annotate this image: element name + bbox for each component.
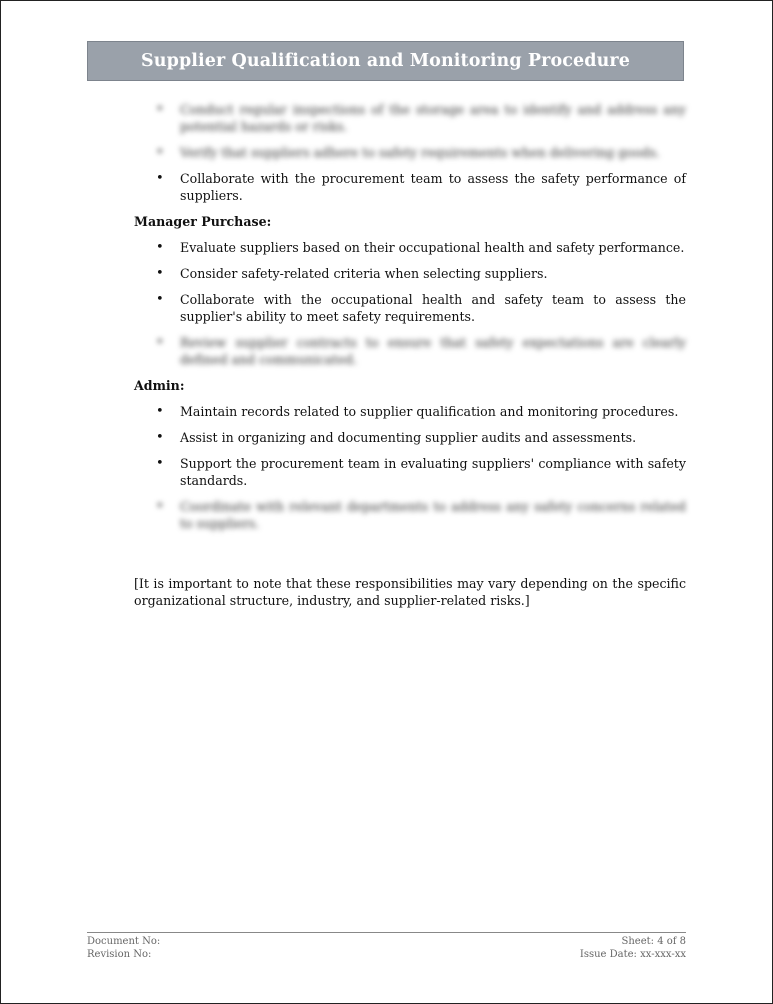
intro-bullet-list (134, 101, 686, 204)
bullet-icon: • (156, 266, 164, 281)
section-heading-manager-purchase: Manager Purchase: (134, 214, 272, 229)
list-item (134, 170, 686, 204)
bullet-icon: • (156, 335, 164, 350)
bullet-text: Collaborate with the procurement team to assess the safety performance of suppliers. (180, 171, 686, 203)
manager-purchase-bullet-list (134, 239, 686, 368)
bullet-text: Collaborate with the occupational health and safety team to assess the supplier's ability to meet safety requirements. (180, 292, 686, 324)
list-item (134, 265, 686, 282)
list-item (134, 144, 686, 161)
bullet-text: Assist in organizing and documenting supplier audits and assessments. (180, 430, 637, 445)
bullet-text: Coordinate with relevant departments to address any safety concerns related to suppliers. (180, 499, 686, 531)
admin-bullet-list (134, 403, 686, 532)
list-item (134, 291, 686, 325)
bullet-text: Evaluate suppliers based on their occupational health and safety performance. (180, 240, 685, 255)
bullet-icon: • (156, 456, 164, 471)
title-banner (87, 41, 684, 81)
list-item (134, 101, 686, 135)
responsibility-note: [It is important to note that these responsibilities may vary depending on the specific organizational structure, industry, and supplier-related risks.] (134, 576, 686, 608)
list-item (134, 334, 686, 368)
bullet-icon: • (156, 171, 164, 186)
document-body (134, 101, 686, 609)
page-title: Supplier Qualification and Monitoring Procedure (141, 51, 630, 71)
document-number-label: Document No: (87, 936, 161, 947)
issue-date: Issue Date: xx-xxx-xx (579, 949, 686, 960)
bullet-icon: • (156, 292, 164, 307)
bullet-text: Maintain records related to supplier qualification and monitoring procedures. (180, 404, 679, 419)
list-item (134, 403, 686, 420)
bullet-icon: • (156, 145, 164, 160)
bullet-text: Conduct regular inspections of the storage area to identify and address any potential hazards or risks. (180, 102, 686, 134)
bullet-text: Consider safety-related criteria when selecting suppliers. (180, 266, 548, 281)
bullet-text: Verify that suppliers adhere to safety requirements when delivering goods. (180, 145, 660, 160)
sheet-number: Sheet: 4 of 8 (621, 936, 686, 947)
bullet-icon: • (156, 102, 164, 117)
bullet-icon: • (156, 240, 164, 255)
section-heading-admin: Admin: (134, 378, 185, 393)
bullet-icon: • (156, 404, 164, 419)
list-item (134, 455, 686, 489)
bullet-icon: • (156, 430, 164, 445)
list-item (134, 429, 686, 446)
bullet-text: Review supplier contracts to ensure that safety expectations are clearly defined and communicated. (180, 335, 686, 367)
list-item (134, 239, 686, 256)
bullet-icon: • (156, 499, 164, 514)
page-footer (87, 932, 686, 961)
bullet-text: Support the procurement team in evaluating suppliers' compliance with safety standards. (180, 456, 686, 488)
list-item (134, 498, 686, 532)
revision-number-label: Revision No: (87, 949, 152, 960)
